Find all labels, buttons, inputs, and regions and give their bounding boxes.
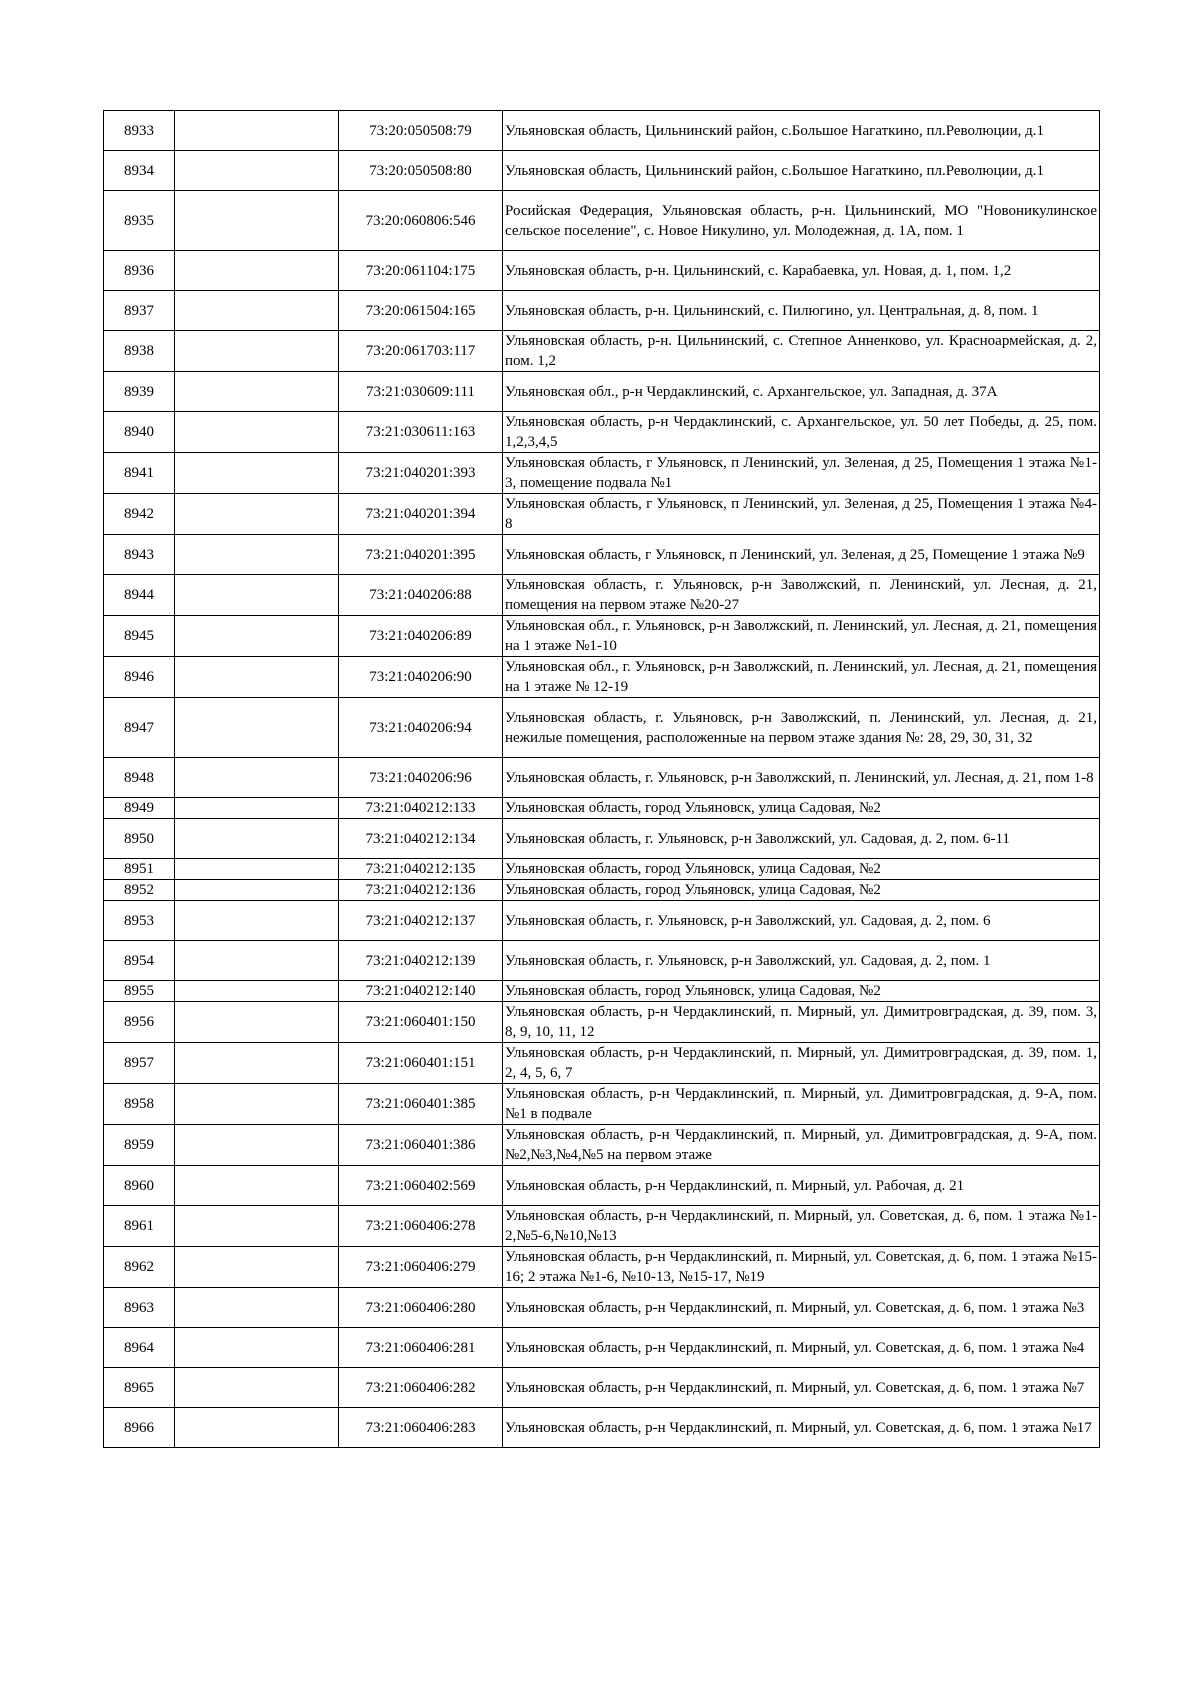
address-cell: Ульяновская область, г. Ульяновск, р-н Заволжский, ул. Садовая, д. 2, пом. 1	[503, 941, 1100, 981]
empty-cell	[175, 941, 339, 981]
cadastral-number-cell: 73:20:061104:175	[339, 251, 503, 291]
row-number-cell: 8959	[104, 1125, 175, 1166]
address-cell: Ульяновская область, р-н Чердаклинский, п. Мирный, ул. Димитровградская, д. 39, пом. 3, 8, 9, 10, 11, 12	[503, 1002, 1100, 1043]
cadastral-number-cell: 73:21:060402:569	[339, 1166, 503, 1206]
cadastral-number-cell: 73:20:050508:79	[339, 111, 503, 151]
address-cell: Ульяновская область, город Ульяновск, улица Садовая, №2	[503, 981, 1100, 1002]
address-cell: Ульяновская обл., г. Ульяновск, р-н Заволжский, п. Ленинский, ул. Лесная, д. 21, помещения на 1 этаже №1-10	[503, 616, 1100, 657]
cadastral-number-cell: 73:21:040212:139	[339, 941, 503, 981]
empty-cell	[175, 657, 339, 698]
empty-cell	[175, 575, 339, 616]
row-number-cell: 8960	[104, 1166, 175, 1206]
row-number-cell: 8947	[104, 698, 175, 758]
address-cell: Ульяновская область, г. Ульяновск, р-н Заволжский, п. Ленинский, ул. Лесная, д. 21, помещения на первом этаже №20-27	[503, 575, 1100, 616]
empty-cell	[175, 616, 339, 657]
empty-cell	[175, 1002, 339, 1043]
table-row	[104, 1247, 1100, 1288]
table-row	[104, 758, 1100, 798]
table-row	[104, 901, 1100, 941]
empty-cell	[175, 758, 339, 798]
empty-cell	[175, 819, 339, 859]
row-number-cell: 8965	[104, 1368, 175, 1408]
cadastral-number-cell: 73:21:040206:96	[339, 758, 503, 798]
empty-cell	[175, 859, 339, 880]
empty-cell	[175, 1368, 339, 1408]
address-cell: Ульяновская область, р-н Чердаклинский, п. Мирный, ул. Димитровградская, д. 9-А, пом. №2,№3,№4,№5 на первом этаже	[503, 1125, 1100, 1166]
row-number-cell: 8950	[104, 819, 175, 859]
address-cell: Ульяновская обл., г. Ульяновск, р-н Заволжский, п. Ленинский, ул. Лесная, д. 21, помещения на 1 этаже № 12-19	[503, 657, 1100, 698]
table-row	[104, 698, 1100, 758]
table-row	[104, 1368, 1100, 1408]
empty-cell	[175, 880, 339, 901]
address-cell: Ульяновская область, г. Ульяновск, р-н Заволжский, п. Ленинский, ул. Лесная, д. 21, нежилые помещения, расположенные на первом этаже здания №: 28, 29, 30, 31, 32	[503, 698, 1100, 758]
address-cell: Ульяновская область, р-н Чердаклинский, п. Мирный, ул. Советская, д. 6, пом. 1 этажа №17	[503, 1408, 1100, 1448]
cadastral-number-cell: 73:21:040212:133	[339, 798, 503, 819]
table-row	[104, 151, 1100, 191]
empty-cell	[175, 111, 339, 151]
empty-cell	[175, 535, 339, 575]
cadastral-number-cell: 73:21:060401:386	[339, 1125, 503, 1166]
row-number-cell: 8942	[104, 494, 175, 535]
row-number-cell: 8934	[104, 151, 175, 191]
address-cell: Ульяновская область, р-н Чердаклинский, п. Мирный, ул. Советская, д. 6, пом. 1 этажа №1-2,№5-6,№10,№13	[503, 1206, 1100, 1247]
address-cell: Ульяновская область, р-н. Цильнинский, с. Карабаевка, ул. Новая, д. 1, пом. 1,2	[503, 251, 1100, 291]
address-cell: Ульяновская область, г. Ульяновск, р-н Заволжский, п. Ленинский, ул. Лесная, д. 21, пом 1-8	[503, 758, 1100, 798]
row-number-cell: 8949	[104, 798, 175, 819]
empty-cell	[175, 494, 339, 535]
row-number-cell: 8946	[104, 657, 175, 698]
row-number-cell: 8937	[104, 291, 175, 331]
cadastral-number-cell: 73:21:030609:111	[339, 372, 503, 412]
address-cell: Ульяновская область, р-н Чердаклинский, с. Архангельское, ул. 50 лет Победы, д. 25, пом. 1,2,3,4,5	[503, 412, 1100, 453]
row-number-cell: 8944	[104, 575, 175, 616]
table-row	[104, 372, 1100, 412]
empty-cell	[175, 412, 339, 453]
cadastral-number-cell: 73:20:061703:117	[339, 331, 503, 372]
row-number-cell: 8938	[104, 331, 175, 372]
table-row	[104, 880, 1100, 901]
registry-table	[103, 110, 1100, 1448]
row-number-cell: 8958	[104, 1084, 175, 1125]
cadastral-number-cell: 73:20:061504:165	[339, 291, 503, 331]
cadastral-number-cell: 73:21:040201:393	[339, 453, 503, 494]
row-number-cell: 8963	[104, 1288, 175, 1328]
table-row	[104, 798, 1100, 819]
table-row	[104, 291, 1100, 331]
empty-cell	[175, 901, 339, 941]
row-number-cell: 8964	[104, 1328, 175, 1368]
empty-cell	[175, 1084, 339, 1125]
table-row	[104, 1125, 1100, 1166]
address-cell: Ульяновская область, р-н Чердаклинский, п. Мирный, ул. Советская, д. 6, пом. 1 этажа №7	[503, 1368, 1100, 1408]
empty-cell	[175, 798, 339, 819]
table-row	[104, 616, 1100, 657]
cadastral-number-cell: 73:21:040212:140	[339, 981, 503, 1002]
empty-cell	[175, 1166, 339, 1206]
cadastral-number-cell: 73:21:030611:163	[339, 412, 503, 453]
table-row	[104, 981, 1100, 1002]
empty-cell	[175, 1288, 339, 1328]
row-number-cell: 8936	[104, 251, 175, 291]
address-cell: Ульяновская область, г Ульяновск, п Ленинский, ул. Зеленая, д 25, Помещение 1 этажа №9	[503, 535, 1100, 575]
empty-cell	[175, 1206, 339, 1247]
empty-cell	[175, 251, 339, 291]
table-row	[104, 575, 1100, 616]
cadastral-number-cell: 73:21:040206:88	[339, 575, 503, 616]
empty-cell	[175, 981, 339, 1002]
address-cell: Ульяновская область, город Ульяновск, улица Садовая, №2	[503, 859, 1100, 880]
address-cell: Росийская Федерация, Ульяновская область, р-н. Цильнинский, МО "Новоникулинское сельское поселение", с. Новое Никулино, ул. Молодежная, д. 1А, пом. 1	[503, 191, 1100, 251]
cadastral-number-cell: 73:21:040212:136	[339, 880, 503, 901]
row-number-cell: 8948	[104, 758, 175, 798]
row-number-cell: 8945	[104, 616, 175, 657]
cadastral-number-cell: 73:21:040212:135	[339, 859, 503, 880]
address-cell: Ульяновская область, г Ульяновск, п Ленинский, ул. Зеленая, д 25, Помещения 1 этажа №4-8	[503, 494, 1100, 535]
row-number-cell: 8961	[104, 1206, 175, 1247]
table-row	[104, 1166, 1100, 1206]
cadastral-number-cell: 73:20:050508:80	[339, 151, 503, 191]
empty-cell	[175, 1125, 339, 1166]
cadastral-number-cell: 73:21:060406:283	[339, 1408, 503, 1448]
table-row	[104, 1206, 1100, 1247]
table-row	[104, 1328, 1100, 1368]
row-number-cell: 8933	[104, 111, 175, 151]
address-cell: Ульяновская область, г. Ульяновск, р-н Заволжский, ул. Садовая, д. 2, пом. 6	[503, 901, 1100, 941]
address-cell: Ульяновская область, город Ульяновск, улица Садовая, №2	[503, 880, 1100, 901]
empty-cell	[175, 453, 339, 494]
cadastral-number-cell: 73:21:040201:394	[339, 494, 503, 535]
table-row	[104, 1002, 1100, 1043]
cadastral-number-cell: 73:21:040212:137	[339, 901, 503, 941]
empty-cell	[175, 372, 339, 412]
cadastral-number-cell: 73:21:060401:151	[339, 1043, 503, 1084]
table-row	[104, 941, 1100, 981]
row-number-cell: 8935	[104, 191, 175, 251]
cadastral-number-cell: 73:21:060406:282	[339, 1368, 503, 1408]
table-row	[104, 1408, 1100, 1448]
table-row	[104, 657, 1100, 698]
row-number-cell: 8956	[104, 1002, 175, 1043]
empty-cell	[175, 1247, 339, 1288]
address-cell: Ульяновская область, р-н. Цильнинский, с. Пилюгино, ул. Центральная, д. 8, пом. 1	[503, 291, 1100, 331]
empty-cell	[175, 698, 339, 758]
cadastral-number-cell: 73:21:040206:90	[339, 657, 503, 698]
empty-cell	[175, 291, 339, 331]
row-number-cell: 8962	[104, 1247, 175, 1288]
table-row	[104, 1084, 1100, 1125]
table-row	[104, 412, 1100, 453]
address-cell: Ульяновская область, Цильнинский район, с.Большое Нагаткино, пл.Революции, д.1	[503, 151, 1100, 191]
registry-table-body	[104, 111, 1100, 1448]
cadastral-number-cell: 73:21:060406:279	[339, 1247, 503, 1288]
cadastral-number-cell: 73:21:060406:280	[339, 1288, 503, 1328]
cadastral-number-cell: 73:21:060406:278	[339, 1206, 503, 1247]
cadastral-number-cell: 73:21:060401:385	[339, 1084, 503, 1125]
address-cell: Ульяновская область, г. Ульяновск, р-н Заволжский, ул. Садовая, д. 2, пом. 6-11	[503, 819, 1100, 859]
address-cell: Ульяновская область, р-н Чердаклинский, п. Мирный, ул. Советская, д. 6, пом. 1 этажа №3	[503, 1288, 1100, 1328]
address-cell: Ульяновская область, город Ульяновск, улица Садовая, №2	[503, 798, 1100, 819]
table-row	[104, 819, 1100, 859]
table-row	[104, 111, 1100, 151]
cadastral-number-cell: 73:21:060401:150	[339, 1002, 503, 1043]
empty-cell	[175, 151, 339, 191]
table-row	[104, 331, 1100, 372]
table-row	[104, 535, 1100, 575]
table-row	[104, 494, 1100, 535]
empty-cell	[175, 1328, 339, 1368]
address-cell: Ульяновская обл., р-н Чердаклинский, с. Архангельское, ул. Западная, д. 37А	[503, 372, 1100, 412]
table-row	[104, 859, 1100, 880]
cadastral-number-cell: 73:21:040206:89	[339, 616, 503, 657]
table-row	[104, 1043, 1100, 1084]
empty-cell	[175, 331, 339, 372]
row-number-cell: 8951	[104, 859, 175, 880]
cadastral-number-cell: 73:21:040206:94	[339, 698, 503, 758]
row-number-cell: 8941	[104, 453, 175, 494]
address-cell: Ульяновская область, Цильнинский район, с.Большое Нагаткино, пл.Революции, д.1	[503, 111, 1100, 151]
table-row	[104, 191, 1100, 251]
cadastral-number-cell: 73:21:060406:281	[339, 1328, 503, 1368]
row-number-cell: 8957	[104, 1043, 175, 1084]
row-number-cell: 8966	[104, 1408, 175, 1448]
address-cell: Ульяновская область, р-н Чердаклинский, п. Мирный, ул. Советская, д. 6, пом. 1 этажа №15-16; 2 этажа №1-6, №10-13, №15-17, №19	[503, 1247, 1100, 1288]
address-cell: Ульяновская область, р-н Чердаклинский, п. Мирный, ул. Димитровградская, д. 9-А, пом. №1 в подвале	[503, 1084, 1100, 1125]
cadastral-number-cell: 73:21:040201:395	[339, 535, 503, 575]
address-cell: Ульяновская область, р-н. Цильнинский, с. Степное Анненково, ул. Красноармейская, д. 2, пом. 1,2	[503, 331, 1100, 372]
empty-cell	[175, 191, 339, 251]
address-cell: Ульяновская область, г Ульяновск, п Ленинский, ул. Зеленая, д 25, Помещения 1 этажа №1-3, помещение подвала №1	[503, 453, 1100, 494]
table-row	[104, 251, 1100, 291]
row-number-cell: 8952	[104, 880, 175, 901]
row-number-cell: 8954	[104, 941, 175, 981]
row-number-cell: 8939	[104, 372, 175, 412]
row-number-cell: 8943	[104, 535, 175, 575]
address-cell: Ульяновская область, р-н Чердаклинский, п. Мирный, ул. Димитровградская, д. 39, пом. 1, 2, 4, 5, 6, 7	[503, 1043, 1100, 1084]
row-number-cell: 8940	[104, 412, 175, 453]
address-cell: Ульяновская область, р-н Чердаклинский, п. Мирный, ул. Рабочая, д. 21	[503, 1166, 1100, 1206]
cadastral-number-cell: 73:20:060806:546	[339, 191, 503, 251]
row-number-cell: 8953	[104, 901, 175, 941]
table-row	[104, 1288, 1100, 1328]
table-row	[104, 453, 1100, 494]
cadastral-number-cell: 73:21:040212:134	[339, 819, 503, 859]
empty-cell	[175, 1043, 339, 1084]
address-cell: Ульяновская область, р-н Чердаклинский, п. Мирный, ул. Советская, д. 6, пом. 1 этажа №4	[503, 1328, 1100, 1368]
empty-cell	[175, 1408, 339, 1448]
row-number-cell: 8955	[104, 981, 175, 1002]
